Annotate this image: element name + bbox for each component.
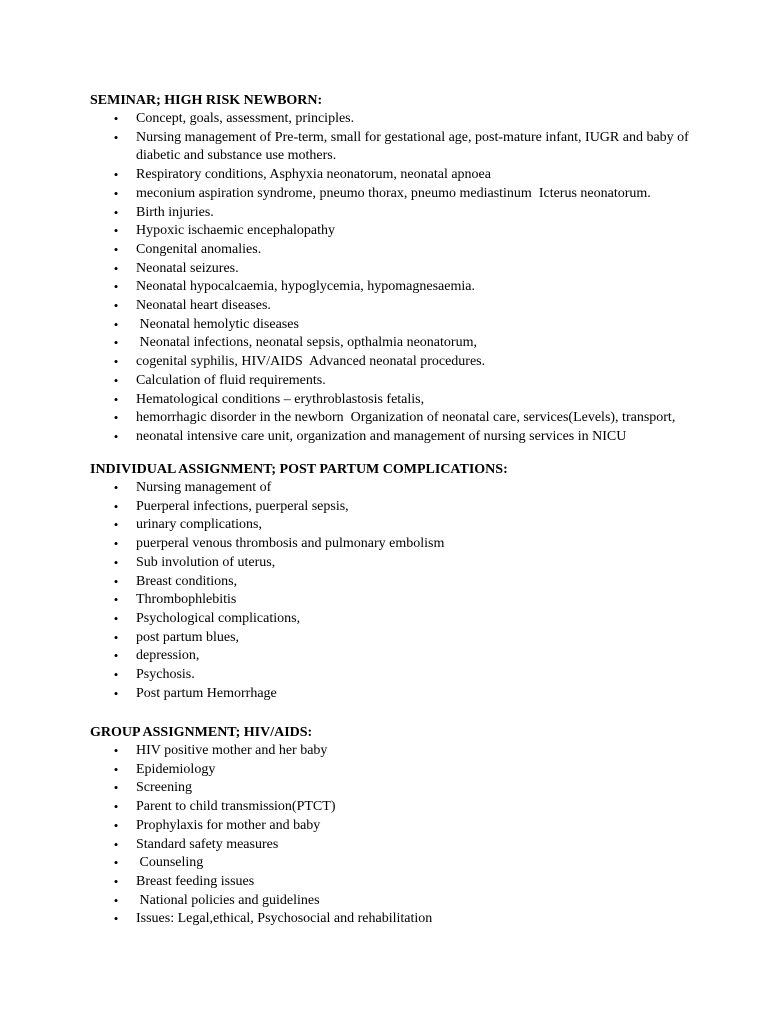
bullet-icon: •: [113, 685, 119, 701]
list-item: [90, 185, 690, 204]
list-item-text: Sub involution of uterus,: [136, 554, 276, 570]
list-item-text: Breast feeding issues: [136, 873, 255, 889]
list-item: [90, 391, 690, 410]
list-item: [90, 647, 690, 666]
list-item: [90, 428, 690, 447]
list-item: [90, 666, 690, 685]
bullet-icon: •: [113, 223, 119, 239]
list-item: [90, 591, 690, 610]
individual-assignment-section: [90, 461, 690, 703]
list-item: [90, 498, 690, 517]
list-item: [90, 779, 690, 798]
bullet-icon: •: [113, 743, 119, 758]
list-item: [90, 910, 690, 929]
bullet-icon: •: [113, 799, 119, 815]
list-item-text: meconium aspiration syndrome, pneumo thorax, pneumo mediastinum Icterus neonatorum.: [136, 185, 651, 201]
list-item: [90, 479, 690, 498]
bullet-icon: •: [113, 855, 119, 871]
list-item-text: Post partum Hemorrhage: [136, 685, 277, 701]
bullet-icon: •: [113, 372, 119, 388]
list-item-text: Hematological conditions – erythroblastosis fetalis,: [136, 391, 425, 407]
list-item-text: Breast conditions,: [136, 573, 238, 589]
bullet-icon: •: [113, 629, 119, 645]
list-item-text: Epidemiology: [136, 761, 216, 777]
bullet-icon: •: [113, 185, 119, 201]
group-assignment-list: [90, 742, 690, 929]
list-item: [90, 798, 690, 817]
list-item: [90, 278, 690, 297]
bullet-icon: •: [113, 610, 119, 626]
list-item-text: Psychological complications,: [136, 610, 301, 626]
bullet-icon: •: [113, 648, 119, 664]
list-item: [90, 836, 690, 855]
list-item-text: Puerperal infections, puerperal sepsis,: [136, 498, 349, 514]
list-item: [90, 629, 690, 648]
bullet-icon: •: [113, 836, 119, 852]
list-item-text: Standard safety measures: [136, 836, 279, 852]
list-item-text: puerperal venous thrombosis and pulmonary embolism: [136, 536, 445, 552]
seminar-section: [90, 92, 693, 447]
bullet-icon: •: [113, 241, 119, 257]
list-item: [90, 761, 690, 780]
list-item-text: neonatal intensive care unit, organization and management of nursing services in NICU: [136, 428, 627, 444]
bullet-icon: •: [113, 260, 119, 276]
list-item-text: Neonatal hemolytic diseases: [136, 316, 299, 332]
bullet-icon: •: [113, 517, 119, 533]
bullet-icon: •: [113, 667, 119, 683]
list-item: [90, 817, 690, 836]
list-item: [90, 297, 690, 316]
bullet-icon: •: [113, 873, 119, 889]
bullet-icon: •: [113, 911, 119, 927]
list-item-text: cogenital syphilis, HIV/AIDS Advanced neonatal procedures.: [136, 354, 486, 370]
list-item-text: urinary complications,: [136, 517, 262, 533]
list-item: [90, 204, 690, 223]
list-item: [90, 742, 690, 761]
list-item-text: Hypoxic ischaemic encephalopathy: [136, 223, 336, 239]
list-item: [90, 873, 690, 892]
bullet-icon: •: [113, 391, 119, 407]
list-item-text: Congenital anomalies.: [136, 241, 262, 257]
list-item: [90, 241, 690, 260]
list-item-text: Neonatal hypocalcaemia, hypoglycemia, hypomagnesaemia.: [136, 279, 475, 295]
bullet-icon: •: [113, 498, 119, 514]
list-item: [90, 166, 690, 185]
bullet-icon: •: [113, 410, 119, 426]
seminar-heading: SEMINAR; HIGH RISK NEWBORN:: [90, 93, 323, 108]
bullet-icon: •: [113, 554, 119, 570]
seminar-list: [90, 110, 693, 447]
list-item: [90, 260, 690, 279]
bullet-icon: •: [113, 279, 119, 295]
bullet-icon: •: [113, 316, 119, 332]
bullet-icon: •: [113, 817, 119, 833]
list-item-text: Neonatal seizures.: [136, 260, 239, 276]
list-item-text: Nursing management of: [136, 480, 272, 495]
list-item: [90, 334, 690, 353]
bullet-icon: •: [113, 335, 119, 351]
list-item: [90, 854, 690, 873]
list-item-text: Issues: Legal,ethical, Psychosocial and rehabilitation: [136, 911, 433, 927]
list-item-text: Counseling: [136, 855, 204, 871]
list-item-text: Respiratory conditions, Asphyxia neonatorum, neonatal apnoea: [136, 167, 491, 183]
bullet-icon: •: [113, 298, 119, 314]
list-item: [90, 316, 690, 335]
group-assignment-section: [90, 724, 690, 929]
list-item-text: Nursing management of Pre-term, small for gestational age, post-mature infant, IUGR and baby of diabetic and substance use mothers.: [136, 129, 693, 164]
list-item-text: Psychosis.: [136, 667, 195, 683]
list-item-text: hemorrhagic disorder in the newborn Organization of neonatal care, services(Levels), transport,: [136, 410, 676, 426]
list-item-text: post partum blues,: [136, 629, 240, 645]
list-item: [90, 685, 690, 704]
list-item-text: Prophylaxis for mother and baby: [136, 817, 321, 833]
individual-assignment-heading: INDIVIDUAL ASSIGNMENT; POST PARTUM COMPLICATIONS:: [90, 462, 508, 477]
bullet-icon: •: [113, 592, 119, 608]
list-item-text: Screening: [136, 780, 192, 796]
list-item-text: National policies and guidelines: [136, 892, 320, 908]
list-item-text: Birth injuries.: [136, 204, 214, 220]
group-assignment-heading: GROUP ASSIGNMENT; HIV/AIDS:: [90, 725, 313, 740]
bullet-icon: •: [113, 204, 119, 220]
list-item-text: Parent to child transmission(PTCT): [136, 799, 336, 815]
bullet-icon: •: [113, 129, 119, 145]
list-item: [90, 892, 690, 911]
bullet-icon: •: [113, 892, 119, 908]
list-item: [90, 554, 690, 573]
list-item: [90, 516, 690, 535]
bullet-icon: •: [113, 480, 119, 495]
bullet-icon: •: [113, 167, 119, 183]
bullet-icon: •: [113, 354, 119, 370]
list-item-text: Neonatal infections, neonatal sepsis, opthalmia neonatorum,: [136, 335, 477, 351]
bullet-icon: •: [113, 428, 119, 444]
list-item-text: Neonatal heart diseases.: [136, 298, 271, 314]
list-item-text: depression,: [136, 648, 200, 664]
list-item: [90, 573, 690, 592]
list-item: [90, 110, 690, 129]
bullet-icon: •: [113, 573, 119, 589]
bullet-icon: •: [113, 780, 119, 796]
individual-assignment-list: [90, 479, 690, 703]
list-item-text: Calculation of fluid requirements.: [136, 372, 326, 388]
bullet-icon: •: [113, 761, 119, 777]
list-item-text: Thrombophlebitis: [136, 592, 237, 608]
list-item: [90, 222, 690, 241]
list-item: [90, 535, 690, 554]
list-item: [90, 372, 690, 391]
list-item: [90, 409, 690, 428]
list-item-text: HIV positive mother and her baby: [136, 743, 328, 758]
list-item-text: Concept, goals, assessment, principles.: [136, 111, 355, 126]
bullet-icon: •: [113, 111, 119, 126]
list-item: [90, 353, 690, 372]
list-item: [90, 610, 690, 629]
list-item: [90, 129, 693, 166]
bullet-icon: •: [113, 536, 119, 552]
